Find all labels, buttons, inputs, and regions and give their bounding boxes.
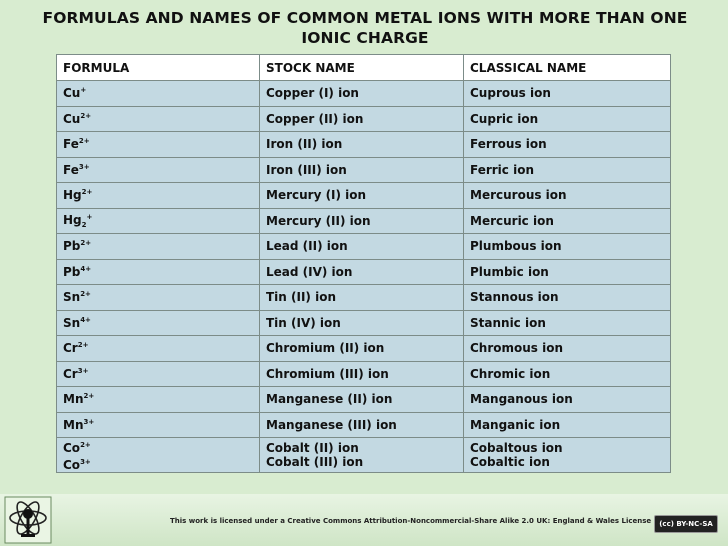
table-body	[57, 81, 671, 473]
stock-name-cell: Iron (II) ion	[260, 132, 464, 158]
table-row	[57, 259, 671, 285]
microphone-atom-icon	[4, 496, 52, 544]
table-row	[57, 438, 671, 473]
title-line-2: IONIC CHARGE	[301, 29, 429, 47]
formula-cell: $Cr^{2+}$	[57, 336, 260, 362]
classical-name-cell: Manganous ion	[464, 387, 671, 413]
formula-cell: $Mn^{2+}$	[57, 387, 260, 413]
formula-cell: $Mn^{3+}$	[57, 412, 260, 438]
classical-name-cell: Cuprous ion	[464, 81, 671, 107]
header-formula: FORMULA	[57, 55, 260, 81]
metal-ions-table	[56, 54, 671, 473]
classical-name-cell: Stannous ion	[464, 285, 671, 311]
page-title	[40, 8, 690, 48]
stock-name-cell: Iron (III) ion	[260, 157, 464, 183]
formula-cell: $Sn^{4+}$	[57, 310, 260, 336]
license-text: This work is licensed under a Creative Commons Attribution-Noncommercial-Share Alike 2.0 UK: England & Wales License	[170, 517, 652, 525]
formula-cell: $Sn^{2+}$	[57, 285, 260, 311]
classical-name-cell: Chromous ion	[464, 336, 671, 362]
formula-cell: Cu+	[57, 81, 260, 107]
stock-name-cell: Mercury (II) ion	[260, 208, 464, 234]
table-row	[57, 310, 671, 336]
table-row	[57, 361, 671, 387]
stock-name-cell: Lead (II) ion	[260, 234, 464, 260]
stock-name-cell: Chromium (II) ion	[260, 336, 464, 362]
stock-name-cell: Copper (I) ion	[260, 81, 464, 107]
stock-name-cell: Chromium (III) ion	[260, 361, 464, 387]
formula-cell: $Fe^{2+}$	[57, 132, 260, 158]
classical-name-cell: Ferric ion	[464, 157, 671, 183]
stock-name-cell: Manganese (II) ion	[260, 387, 464, 413]
stock-name-cell: Tin (II) ion	[260, 285, 464, 311]
header-classical-name: CLASSICAL NAME	[464, 55, 671, 81]
table-row	[57, 234, 671, 260]
stock-name-cell: Tin (IV) ion	[260, 310, 464, 336]
stock-name-cell: Mercury (I) ion	[260, 183, 464, 209]
formula-cell: $Fe^{3+}$	[57, 157, 260, 183]
formula-cell: $Co^{2+}$ $Co^{3+}$	[57, 438, 260, 473]
table-row	[57, 106, 671, 132]
formula-cell: $Pb^{2+}$	[57, 234, 260, 260]
stock-name-cell: Lead (IV) ion	[260, 259, 464, 285]
title-line-1: FORMULAS AND NAMES OF COMMON METAL IONS WITH MORE THAN ONE	[42, 9, 688, 27]
classical-name-cell: Plumbous ion	[464, 234, 671, 260]
formula-cell: $Pb^{4+}$	[57, 259, 260, 285]
classical-name-cell: Mercuric ion	[464, 208, 671, 234]
classical-name-cell: Cobaltous ion Cobaltic ion	[464, 438, 671, 473]
cc-license-badge[interactable]: (cc) BY-NC-SA	[654, 515, 718, 533]
table-row	[57, 183, 671, 209]
classical-name-cell: Plumbic ion	[464, 259, 671, 285]
table-header-row	[57, 55, 671, 81]
table-row	[57, 285, 671, 311]
table-row	[57, 81, 671, 107]
stock-name-cell: Manganese (III) ion	[260, 412, 464, 438]
header-stock-name: STOCK NAME	[260, 55, 464, 81]
formula-cell: $Cu^{2+}$	[57, 106, 260, 132]
table-row	[57, 208, 671, 234]
table-row	[57, 157, 671, 183]
classical-name-cell: Mercurous ion	[464, 183, 671, 209]
classical-name-cell: Ferrous ion	[464, 132, 671, 158]
stock-name-cell: Cobalt (II) ion Cobalt (III) ion	[260, 438, 464, 473]
stock-name-cell: Copper (II) ion	[260, 106, 464, 132]
classical-name-cell: Stannic ion	[464, 310, 671, 336]
classical-name-cell: Cupric ion	[464, 106, 671, 132]
formula-cell: $Hg_2^+$	[57, 208, 260, 234]
classical-name-cell: Chromic ion	[464, 361, 671, 387]
table-row	[57, 132, 671, 158]
table-row	[57, 387, 671, 413]
classical-name-cell: Manganic ion	[464, 412, 671, 438]
formula-cell: $Hg^{2+}$	[57, 183, 260, 209]
table-row	[57, 336, 671, 362]
formula-cell: $Cr^{3+}$	[57, 361, 260, 387]
table-row	[57, 412, 671, 438]
